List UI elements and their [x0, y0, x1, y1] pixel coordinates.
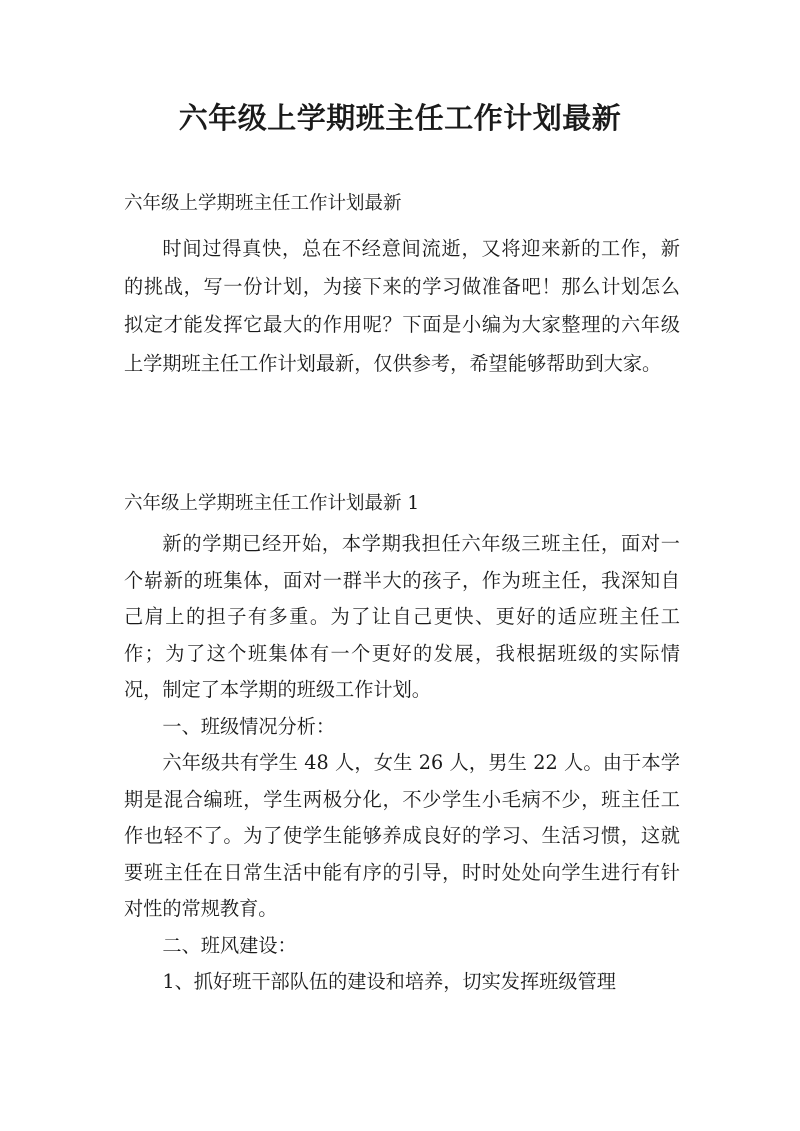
body-paragraph: 1、抓好班干部队伍的建设和培养，切实发挥班级管理 — [162, 970, 616, 993]
body-paragraph: 新的学期已经开始，本学期我担任六年级三班主任，面对一个崭新的班集体，面对一群半大的孩子，作为班主任，我深知自己肩上的担子有多重。为了让自己更快、更好的适应班主任工作；为了这个班集体有一个更好的发展，我根据班级的实际情况，制定了本学期的班级工作计划。 — [124, 532, 680, 701]
document-title: 六年级上学期班主任工作计划最新 — [178, 101, 622, 135]
body-paragraph: 六年级共有学生 48 人，女生 26 人，男生 22 人。由于本学期是混合编班，学生两极分化，不少学生小毛病不少，班主任工作也轻不了。为了使学生能够养成良好的学习、生活习惯，这就要班主任在日常生活中能有序的引导，时时处处向学生进行有针对性的常规教育。 — [124, 751, 680, 920]
document-subtitle: 六年级上学期班主任工作计划最新 — [124, 193, 402, 214]
body-text — [124, 526, 680, 1001]
intro-block — [124, 230, 680, 383]
section-heading: 六年级上学期班主任工作计划最新 1 — [124, 493, 420, 514]
subsection-heading-class-style: 二、班风建设： — [162, 933, 297, 957]
intro-paragraph: 时间过得真快，总在不经意间流逝，又将迎来新的工作，新的挑战，写一份计划，为接下来的学习做准备吧！那么计划怎么拟定才能发挥它最大的作用呢？下面是小编为大家整理的六年级上学期班主任工作计划最新，仅供参考，希望能够帮助到大家。 — [124, 237, 680, 375]
subsection-heading-class-analysis: 一、班级情况分析： — [162, 714, 336, 738]
